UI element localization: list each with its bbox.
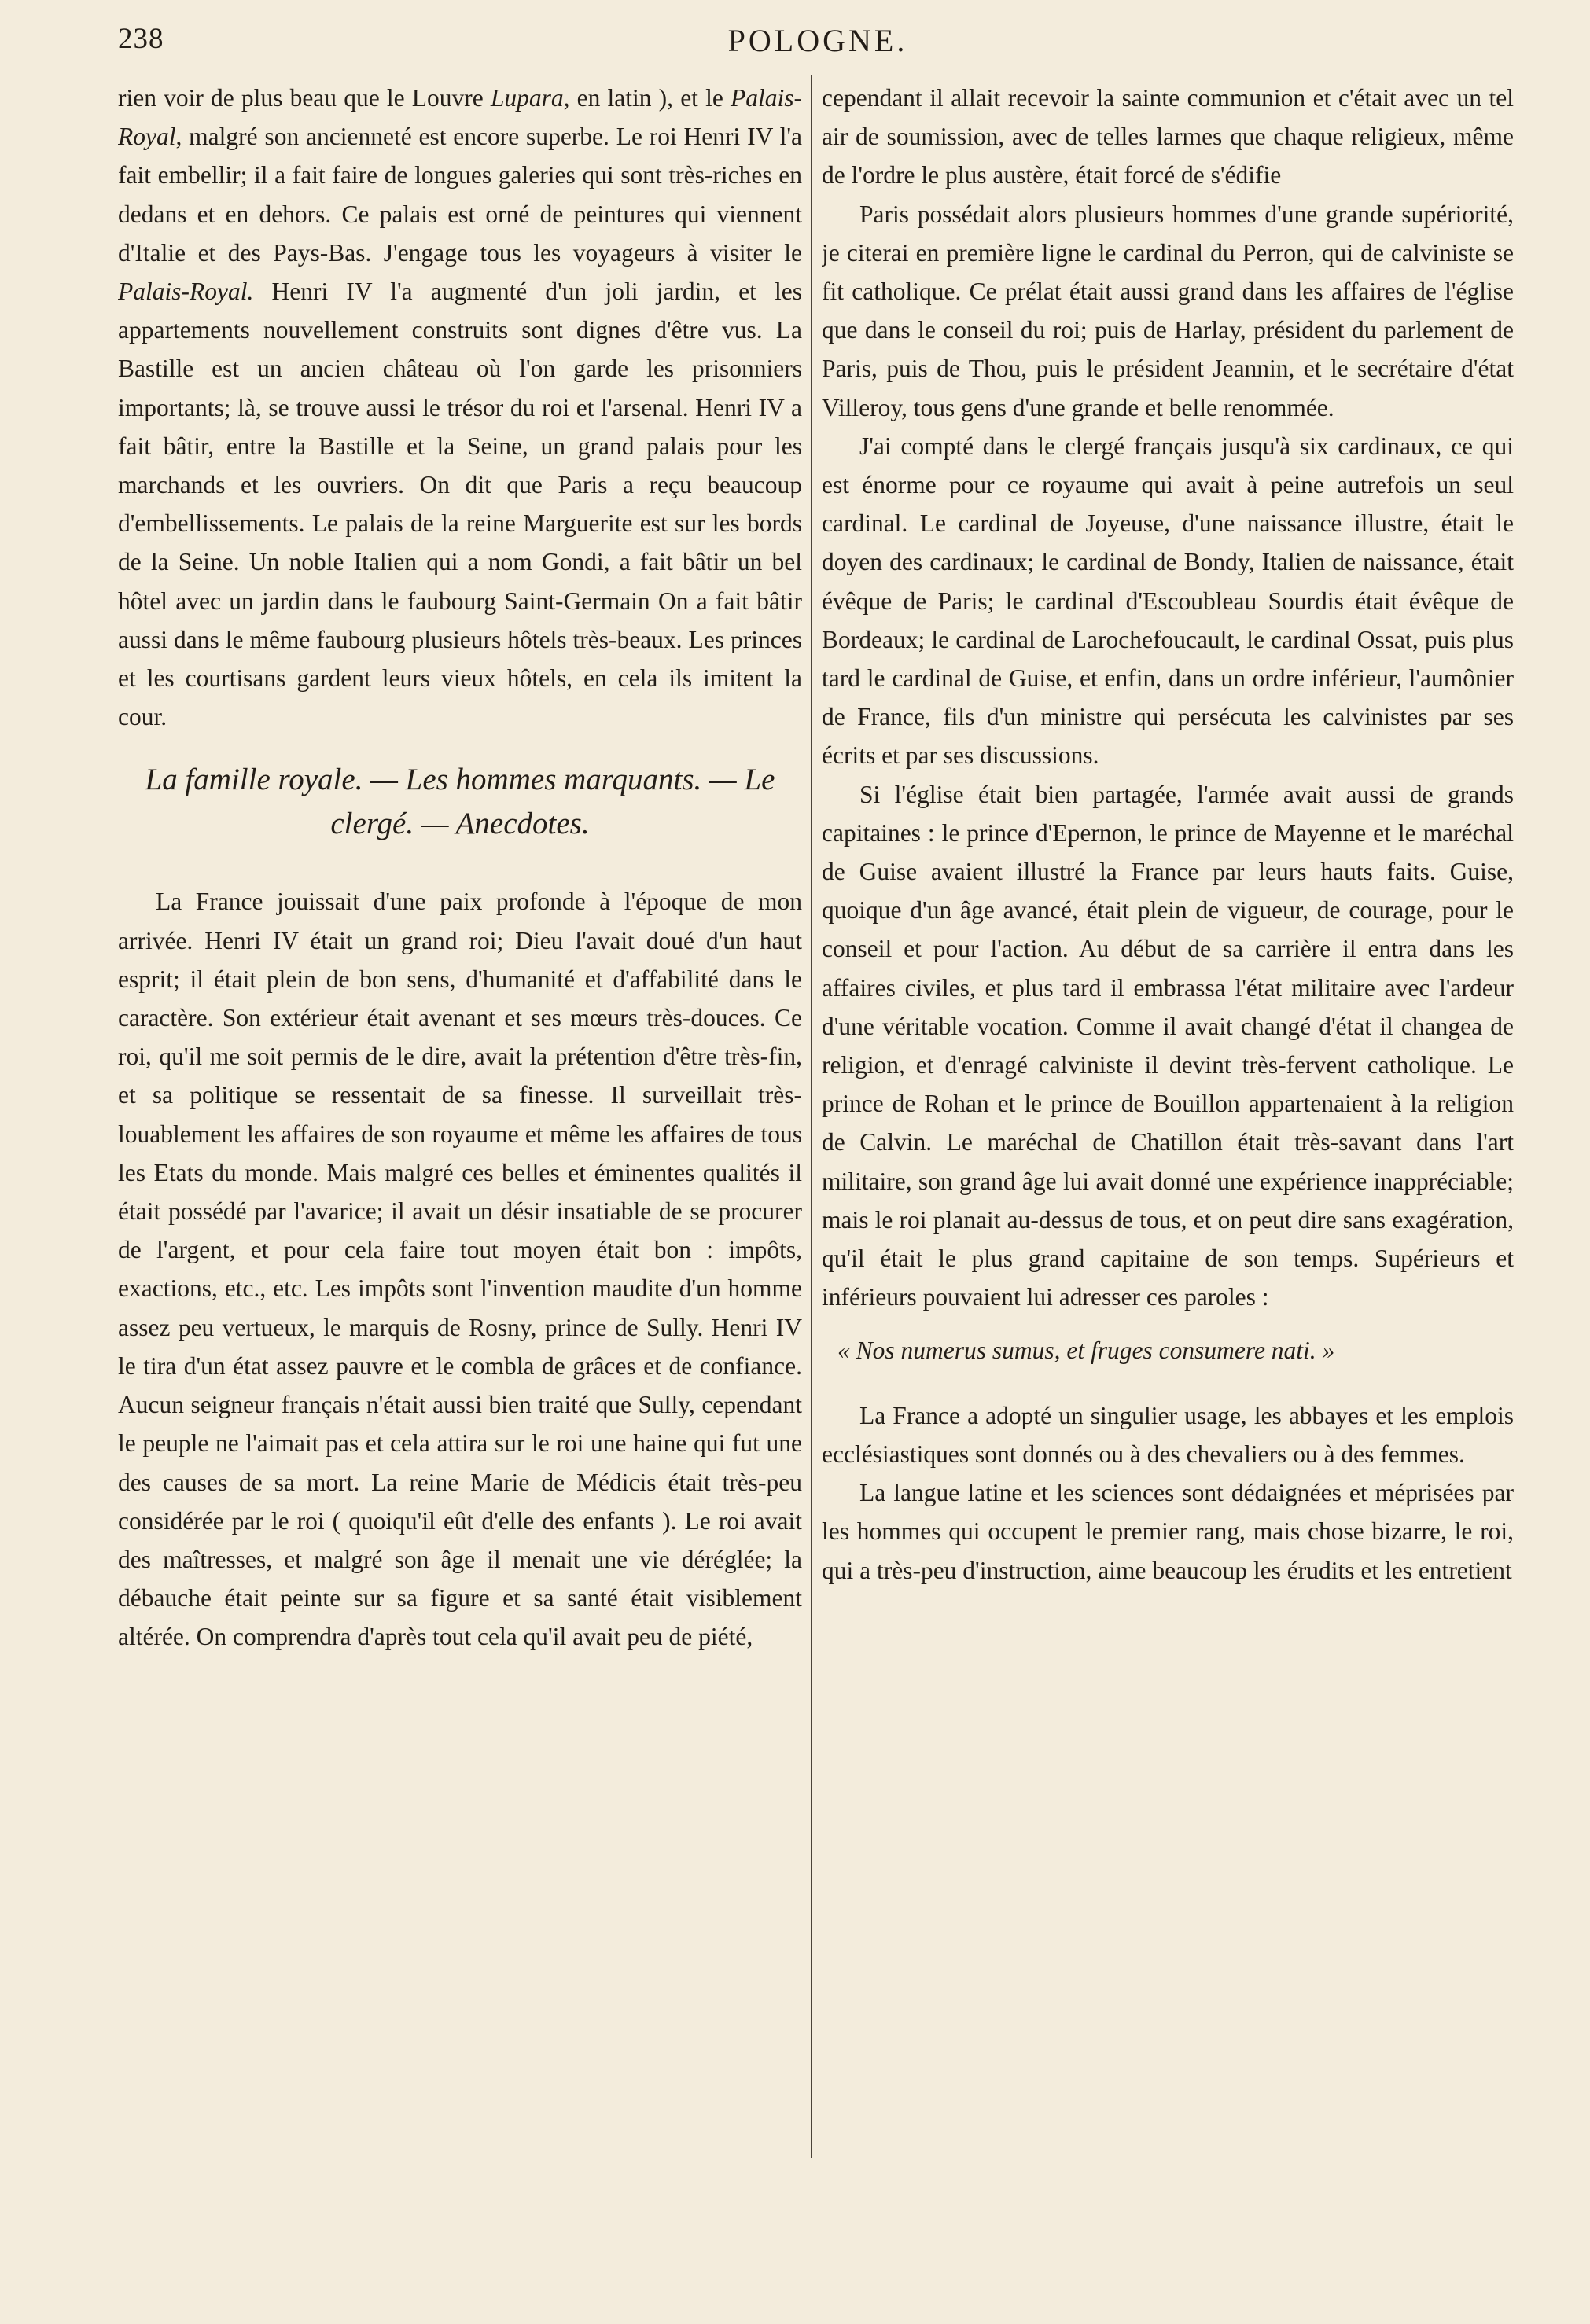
latin-quote: « Nos numerus sumus, et fruges consumere nati. » [837,1336,1335,1364]
paragraph: rien voir de plus beau que le Louvre Lupara, en latin ), et le Palais-Royal, malgré son ancienneté est encore superbe. Le roi Henri IV l'a fait embellir; il a fait faire de longues galeries qui sont très-riches en dedans et en dehors. Ce palais est orné de peintures qui viennent d'Italie et des Pays-Bas. J'engage tous les voyageurs à visiter le Palais-Royal. Henri IV l'a augmenté d'un joli jardin, et les appartements nouvellement construits sont dignes d'être vus. La Bastille est un ancien château où l'on garde les prisonniers importants; là, se trouve aussi le trésor du roi et l'arsenal. Henri IV a fait bâtir, entre la Bastille et la Seine, un grand palais pour les marchands et les ouvriers. On dit que Paris a reçu beaucoup d'embellissements. Le palais de la reine Marguerite est sur les bords de la Seine. Un noble Italien qui a nom Gondi, a fait bâtir un bel hôtel avec un jardin dans le faubourg Saint-Germain On a fait bâtir aussi dans le même faubourg plusieurs hôtels très-beaux. Les princes et les courtisans gardent leurs vieux hôtels, en cela ils imitent la cour. [118,84,802,731]
column-divider [811,75,812,2158]
right-column [822,79,1514,2280]
page-header [118,22,1518,66]
page-number: 238 [118,23,164,55]
paragraph: La France a adopté un singulier usage, les abbayes et les emplois ecclésiastiques sont donnés ou à des chevaliers ou à des femmes. [822,1401,1514,1468]
paragraph: Paris possédait alors plusieurs hommes d'une grande supériorité, je citerai en première ligne le cardinal du Perron, qui de calviniste se fit catholique. Ce prélat était aussi grand dans les affaires de l'église que dans le conseil du roi; puis de Harlay, président du parlement de Paris, puis de Thou, puis le président Jeannin, et le secrétaire d'état Villeroy, tous gens d'une grande et belle renommée. [822,200,1514,421]
paragraph: cependant il allait recevoir la sainte communion et c'était avec un tel air de soumission, avec de telles larmes que chaque religieux, même de l'ordre le plus austère, était forcé de s'édifie [822,84,1514,189]
paragraph: Si l'église était bien partagée, l'armée avait aussi de grands capitaines : le prince d'Epernon, le prince de Mayenne et le maréchal de Guise avaient illustré la France par leurs hauts faits. Guise, quoique d'un âge avancé, était plein de vigueur, de courage, pour le conseil et pour l'action. Au début de sa carrière il entra dans les affaires civiles, et plus tard il embrassa l'état militaire avec l'ardeur d'une véritable vocation. Comme il avait changé d'état il changea de religion, et d'enragé calviniste il devint très-fervent catholique. Le prince de Rohan et le prince de Bouillon appartenaient à la religion de Calvin. Le maréchal de Chatillon était très-savant dans l'art militaire, son grand âge lui avait donné une expérience inappréciable; mais le roi planait au-dessus de tous, et on peut dire sans exagération, qu'il était le plus grand capitaine de son temps. Supérieurs et inférieurs pouvaient lui adresser ces paroles : [822,780,1514,1311]
left-column [118,79,802,2280]
paragraph: J'ai compté dans le clergé français jusqu'à six cardinaux, ce qui est énorme pour ce royaume qui avait à peine autrefois un seul cardinal. Le cardinal de Joyeuse, d'une naissance illustre, était le doyen des cardinaux; le cardinal de Bondy, Italien de naissance, était évêque de Paris; le cardinal d'Escoubleau Sourdis était évêque de Bordeaux; le cardinal de Larochefoucault, le cardinal Ossat, puis plus tard le cardinal de Guise, et enfin, dans un ordre inférieur, l'aumônier de France, fils d'un ministre qui persécuta les calvinistes par ses écrits et par ses discussions. [822,432,1514,770]
section-heading: La famille royale. — Les hommes marquants. — Le clergé. — Anecdotes. [145,763,775,841]
paragraph: La France jouissait d'une paix profonde à l'époque de mon arrivée. Henri IV était un grand roi; Dieu l'avait doué d'un haut esprit; il était plein de bon sens, d'humanité et d'affabilité dans le caractère. Son extérieur était avenant et ses mœurs très-douces. Ce roi, qu'il me soit permis de le dire, avait la prétention d'être très-fin, et sa politique se ressentait de sa finesse. Il surveillait très-louablement les affaires de son royaume et même les affaires de tous les Etats du monde. Mais malgré ces belles et éminentes qualités il était possédé par l'avarice; il avait un désir insatiable de se procurer de l'argent, et pour cela faire tout moyen était bon : impôts, exactions, etc., etc. Les impôts sont l'invention maudite d'un homme assez peu vertueux, le marquis de Rosny, prince de Sully. Henri IV le tira d'un état assez pauvre et le combla de grâces et de confiance. Aucun seigneur français n'était aussi bien traité que Sully, cependant le peuple ne l'aimait pas et cela attira sur le roi une haine qui fut une des causes de sa mort. La reine Marie de Médicis était très-peu considérée par le roi ( quoiqu'il eût d'elle des enfants ). Le roi avait des maîtresses, et malgré son âge il menait une vie déréglée; la débauche était peinte sur sa figure et sa santé était visiblement altérée. On comprendra d'après tout cela qu'il avait peu de piété, [118,888,802,1651]
paragraph: La langue latine et les sciences sont dédaignées et méprisées par les hommes qui occupent le premier rang, mais chose bizarre, le roi, qui a très-peu d'instruction, aime beaucoup les érudits et les entretient [822,1479,1514,1584]
running-title: POLOGNE. [727,23,908,58]
